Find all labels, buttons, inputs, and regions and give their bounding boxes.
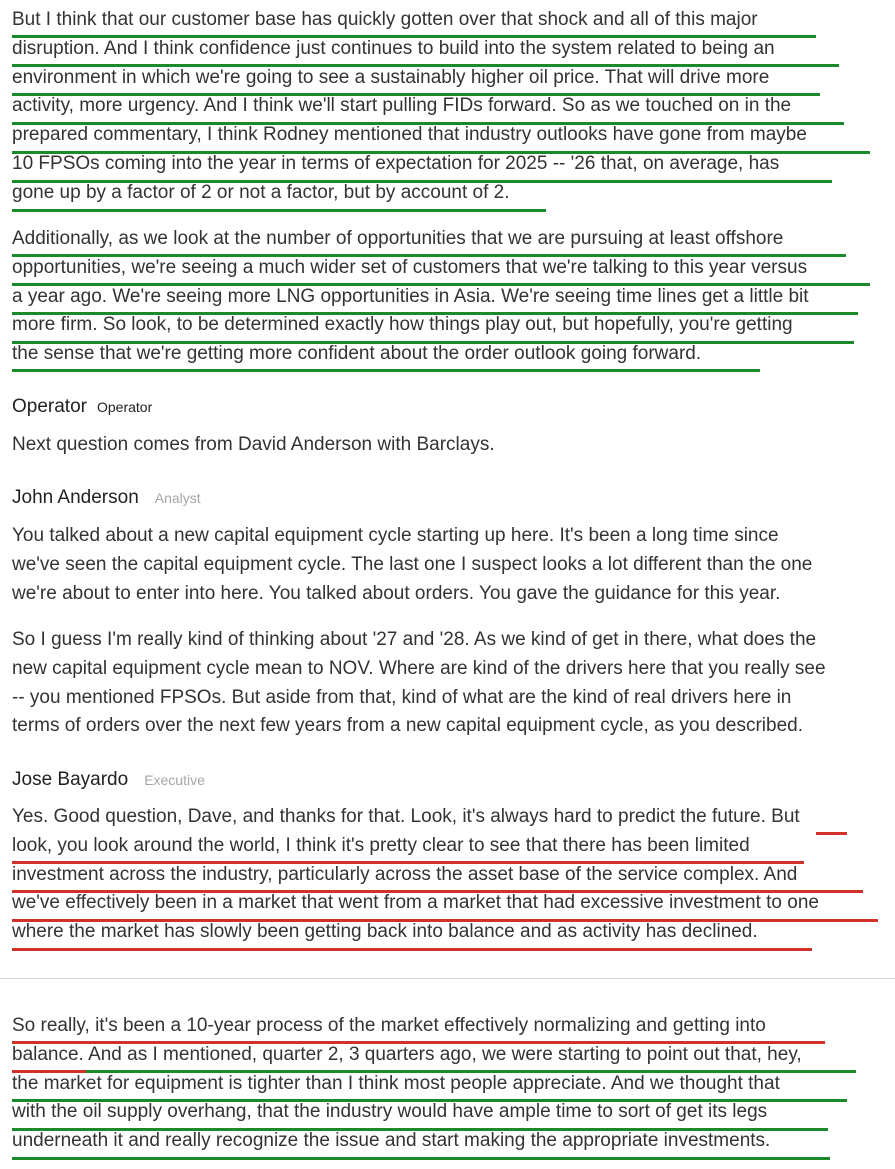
red-underline (816, 832, 847, 835)
text-line: Next question comes from David Anderson with Barclays. (12, 434, 495, 455)
text-line: new capital equipment cycle mean to NOV. Where are kind of the drivers here that you really see (12, 657, 826, 679)
text-line: activity, more urgency. And I think we'll start pulling FIDs forward. So as we touched on in the (12, 95, 792, 117)
text-line: we've effectively been in a market that went from a market that had excessive investment to one (12, 892, 819, 914)
page-separator (0, 978, 895, 979)
paragraph-7 (12, 1012, 887, 1156)
text-line: disruption. And I think confidence just continues to build into the system related to being an (12, 37, 775, 59)
text-line: we're about to enter into here. You talked about orders. You gave the guidance for this year. (12, 582, 781, 604)
text-line: 10 FPSOs coming into the year in terms of expectation for 2025 -- '26 that, on average, has (12, 152, 780, 174)
text-line: -- you mentioned FPSOs. But aside from that, kind of what are the kind of real drivers here in (12, 686, 792, 708)
speaker-executive (12, 769, 887, 791)
text-line: more firm. So look, to be determined exactly how things play out, but hopefully, you're getting (12, 314, 793, 336)
text-line: the sense that we're getting more confident about the order outlook going forward. (12, 343, 702, 365)
speaker-name: John Anderson (12, 487, 139, 508)
text-line: So really, it's been a 10-year process of the market effectively normalizing and getting into (12, 1015, 766, 1036)
text-line: Yes. Good question, Dave, and thanks for that. Look, it's always hard to predict the future. But (12, 806, 800, 827)
green-underline (12, 209, 546, 212)
text-line: look, you look around the world, I think it's pretty clear to see that there has been limited (12, 834, 750, 856)
green-underline (12, 1157, 830, 1160)
speaker-name: Jose Bayardo (12, 769, 129, 790)
speaker-analyst (12, 487, 887, 509)
red-underline (12, 948, 812, 951)
text-line: a year ago. We're seeing more LNG opportunities in Asia. We're seeing time lines get a little bit (12, 285, 809, 307)
speaker-name: Operator (12, 396, 87, 417)
speaker-role: Operator (96, 399, 153, 415)
paragraph-5 (12, 626, 887, 741)
text-line: underneath it and really recognize the issue and start making the appropriate investments. (12, 1130, 771, 1152)
speaker-role: Executive (144, 772, 205, 788)
paragraph-3 (12, 431, 887, 460)
paragraph-6 (12, 803, 887, 947)
text-line: investment across the industry, particularly across the asset base of the service complex. And (12, 863, 798, 885)
text-line: opportunities, we're seeing a much wider set of customers that we're talking to this year versus (12, 256, 808, 278)
speaker-operator (12, 396, 887, 418)
paragraph-4 (12, 522, 887, 608)
speaker-role: Analyst (154, 490, 201, 506)
text-line: the market for equipment is tighter than I think most people appreciate. And we thought that (12, 1072, 780, 1094)
text-line: Additionally, as we look at the number of opportunities that we are pursuing at least offshore (12, 228, 784, 249)
paragraph-2 (12, 225, 887, 369)
text-line: balance. And as I mentioned, quarter 2, 3 quarters ago, we were starting to point out that, hey, (12, 1043, 802, 1065)
text-line: environment in which we're going to see a sustainably higher oil price. That will drive more (12, 66, 770, 88)
text-line: But I think that our customer base has quickly gotten over that shock and all of this major (12, 9, 758, 30)
text-line: gone up by a factor of 2 or not a factor, but by account of 2. (12, 181, 510, 203)
text-line: where the market has slowly been getting back into balance and as activity has declined. (12, 921, 758, 943)
text-line: You talked about a new capital equipment cycle starting up here. It's been a long time since (12, 525, 779, 546)
text-line: So I guess I'm really kind of thinking about '27 and '28. As we kind of get in there, what does the (12, 629, 817, 650)
green-underline (12, 369, 760, 372)
text-line: terms of orders over the next few years from a new capital equipment cycle, as you described. (12, 715, 803, 737)
text-line: with the oil supply overhang, that the industry would have ample time to sort of get its legs (12, 1101, 768, 1123)
text-line: we've seen the capital equipment cycle. The last one I suspect looks a lot different than the one (12, 553, 813, 575)
text-line: prepared commentary, I think Rodney mentioned that industry outlooks have gone from maybe (12, 124, 807, 146)
